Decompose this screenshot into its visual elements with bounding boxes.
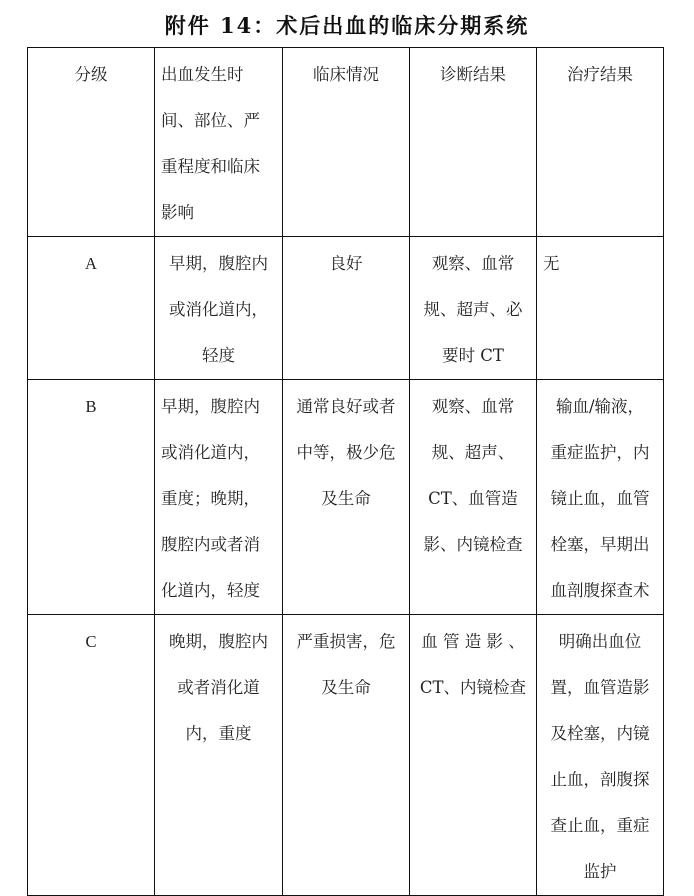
cell-text-line: 观察、血常 (431, 254, 515, 273)
cell-text-line: 影、内镜检查 (423, 535, 523, 554)
treatment-cell (537, 237, 664, 380)
table-row (28, 237, 664, 380)
cell-text-line: 重症监护，内 (550, 443, 650, 462)
cell-text-line: 及生命 (321, 489, 371, 508)
cell-text-line: 内，重度 (185, 724, 252, 743)
cell-text-line: 或消化道内， (161, 443, 260, 462)
clinical-cell (283, 237, 410, 380)
timing-cell (155, 380, 283, 615)
grade-cell: C (28, 615, 155, 896)
header-timing (155, 48, 283, 237)
cell-text-line: 间、部位、严 (161, 111, 260, 130)
cell-text-line: 血 管 造 影 、 (421, 632, 525, 651)
cell-text-line: 化道内，轻度 (161, 581, 260, 600)
cell-text-line: 治疗结果 (567, 65, 633, 84)
cell-text-line: 诊断结果 (440, 65, 506, 84)
cell-text-line: 早期，腹腔内 (169, 254, 268, 273)
header-clinical (283, 48, 410, 237)
cell-text-line: 镜止血，血管 (550, 489, 650, 508)
cell-text-line: 腹腔内或者消 (161, 535, 260, 554)
diagnosis-cell (410, 380, 537, 615)
clinical-cell (283, 615, 410, 896)
grade-cell: B (28, 380, 155, 615)
cell-text-line: CT、血管造 (428, 489, 518, 508)
cell-text-line: 及生命 (321, 678, 371, 697)
bleeding-staging-table (27, 47, 664, 896)
timing-cell (155, 615, 283, 896)
cell-text-line: 栓塞，早期出 (550, 535, 650, 554)
header-row (28, 48, 664, 237)
table-row (28, 380, 664, 615)
cell-text-line: 查止血，重症 (550, 816, 650, 835)
cell-text-line: 置，血管造影 (550, 678, 650, 697)
cell-text-line: 规、超声、 (431, 443, 515, 462)
table-row (28, 615, 664, 896)
document-title: 附件 14：术后出血的临床分期系统 (164, 13, 530, 38)
cell-text-line: 晚期，腹腔内 (169, 632, 268, 651)
cell-text-line: 及栓塞，内镜 (550, 724, 650, 743)
cell-text-line: 良好 (329, 254, 363, 273)
cell-text-line: 早期，腹腔内 (161, 397, 260, 416)
cell-text-line: 出血发生时 (161, 65, 244, 84)
cell-text-line: 重程度和临床 (161, 157, 260, 176)
cell-text-line: 分级 (74, 65, 108, 84)
cell-text-line: 明确出血位 (558, 632, 642, 651)
diagnosis-cell (410, 615, 537, 896)
cell-text-line: 观察、血常 (431, 397, 515, 416)
header-grade (28, 48, 155, 237)
cell-text-line: 中等，极少危 (296, 443, 396, 462)
timing-cell (155, 237, 283, 380)
header-treatment (537, 48, 664, 237)
cell-text-line: 通常良好或者 (296, 397, 396, 416)
cell-text-line: 要时 CT (442, 346, 504, 365)
cell-text-line: 止血，剖腹探 (550, 770, 650, 789)
treatment-cell (537, 380, 664, 615)
cell-text-line: 输血/输液， (555, 397, 645, 416)
cell-text-line: 重度；晚期， (161, 489, 260, 508)
cell-text-line: 或者消化道 (177, 678, 260, 697)
cell-text-line: 影响 (161, 203, 194, 222)
header-diagnosis (410, 48, 537, 237)
grade-cell: A (28, 237, 155, 380)
cell-text-line: 无 (543, 254, 560, 273)
cell-text-line: 临床情况 (313, 65, 379, 84)
cell-text-line: 血剖腹探查术 (550, 581, 650, 600)
cell-text-line: 严重损害，危 (296, 632, 396, 651)
cell-text-line: 规、超声、必 (423, 300, 523, 319)
treatment-cell (537, 615, 664, 896)
cell-text-line: 或消化道内， (169, 300, 268, 319)
cell-text-line: 监护 (583, 862, 617, 881)
diagnosis-cell (410, 237, 537, 380)
cell-text-line: 轻度 (202, 346, 235, 365)
clinical-cell (283, 380, 410, 615)
cell-text-line: CT、内镜检查 (419, 678, 527, 697)
